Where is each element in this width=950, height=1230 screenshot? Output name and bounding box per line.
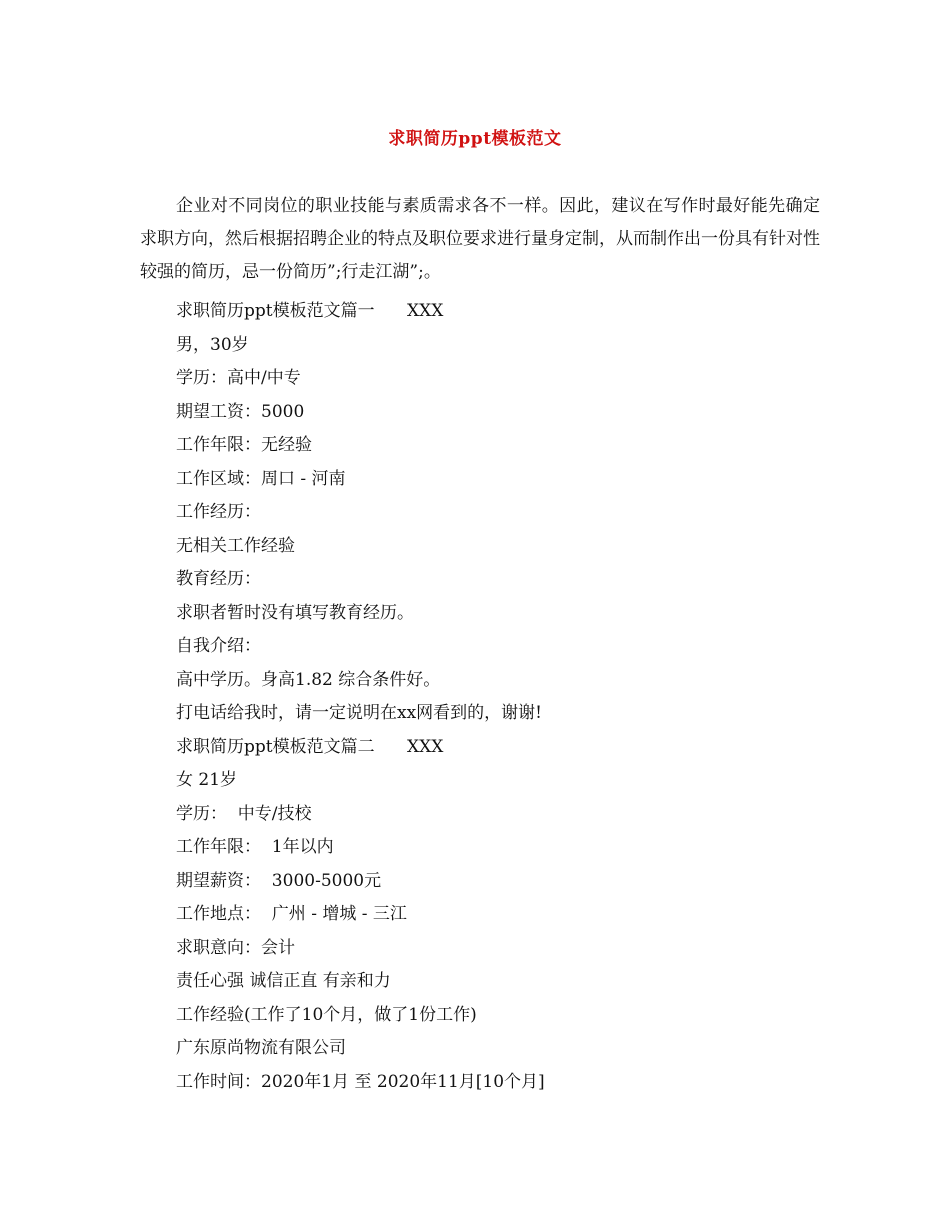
line-contact-note: 打电话给我时，请一定说明在xx网看到的，谢谢!: [176, 703, 543, 723]
resume-lines: [176, 295, 836, 1099]
line-work-years-2: 工作年限： 1年以内: [176, 837, 334, 857]
line-education-history-value: 求职者暂时没有填写教育经历。: [176, 602, 414, 623]
line-work-history-value: 无相关工作经验: [176, 535, 295, 556]
line-section-1-heading: 求职简历ppt模板范文篇一 XXX: [176, 301, 444, 321]
line-education-2: 学历： 中专/技校: [176, 803, 312, 824]
line-work-experience-summary: 工作经验(工作了10个月，做了1份工作): [176, 1004, 477, 1025]
line-job-intention: 求职意向：会计: [176, 937, 295, 958]
line-self-intro-label: 自我介绍：: [176, 636, 261, 656]
line-education: 学历：高中/中专: [176, 368, 301, 388]
line-gender-age-2: 女 21岁: [176, 770, 238, 790]
line-work-years: 工作年限：无经验: [176, 435, 312, 455]
line-section-2-heading: 求职简历ppt模板范文篇二 XXX: [176, 736, 444, 757]
line-work-area: 工作区域：周口 - 河南: [176, 468, 346, 489]
line-work-location: 工作地点： 广州 - 增城 - 三江: [176, 904, 407, 924]
line-work-period: 工作时间：2020年1月 至 2020年11月[10个月]: [176, 1071, 545, 1092]
intro-paragraph: 企业对不同岗位的职业技能与素质需求各不一样。因此，建议在写作时最好能先确定求职方向，然后根据招聘企业的特点及职位要求进行量身定制，从而制作出一份具有针对性较强的简历，忌一份简历”;行走江湖”;。: [140, 196, 820, 282]
document-title: 求职简历ppt模板范文: [388, 129, 562, 149]
line-self-intro-value: 高中学历。身高1.82 综合条件好。: [176, 669, 441, 690]
line-company-name: 广东原尚物流有限公司: [176, 1038, 346, 1058]
line-expected-salary: 期望工资：5000: [176, 401, 305, 422]
line-work-history-label: 工作经历：: [176, 502, 261, 522]
line-traits: 责任心强 诚信正直 有亲和力: [176, 971, 391, 991]
line-gender-age: 男，30岁: [176, 334, 249, 355]
line-education-history-label: 教育经历：: [176, 569, 261, 589]
line-expected-salary-2: 期望薪资： 3000-5000元: [176, 870, 382, 891]
